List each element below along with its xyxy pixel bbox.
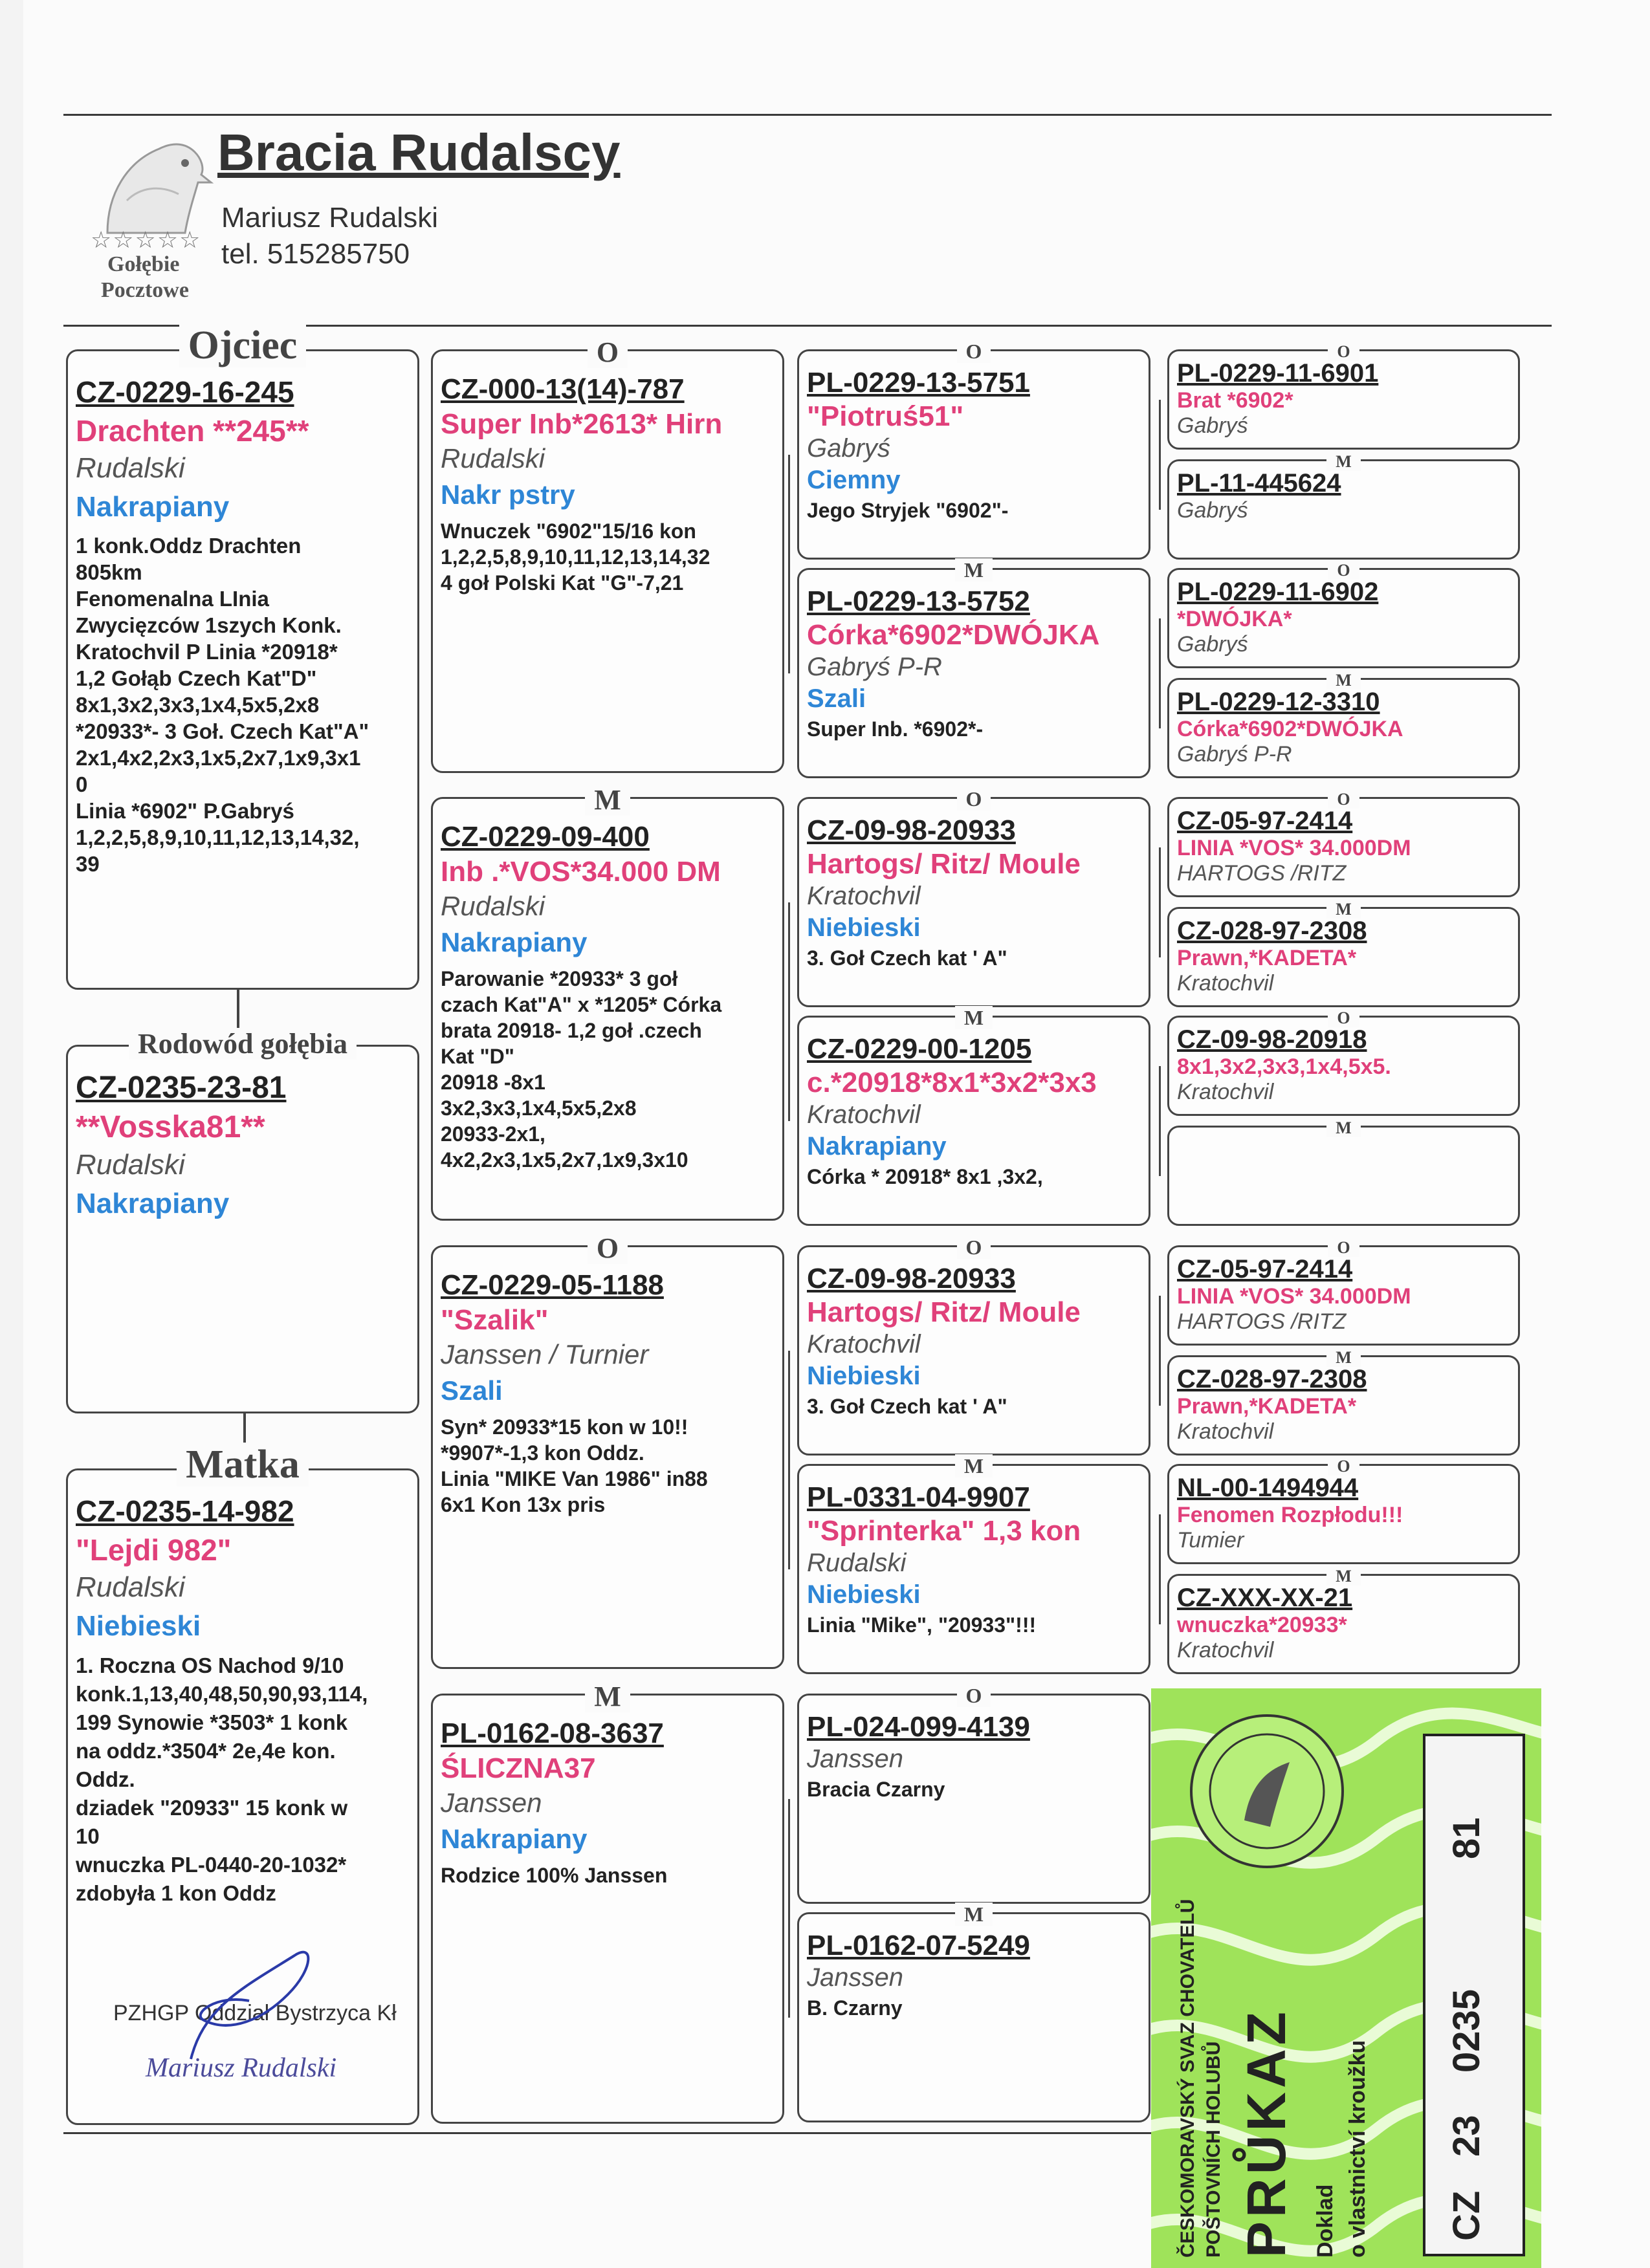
gen3-box[interactable] xyxy=(797,1006,1150,1226)
gen2-color: Nakr pstry xyxy=(441,479,575,510)
gen3-name: Hartogs/ Ritz/ Moule xyxy=(807,848,1081,880)
signature-org: PZHGP Oddział Bystrzyca Kł xyxy=(113,2001,397,2025)
gen4-name: Prawn,*KADETA* xyxy=(1177,946,1357,970)
mother-box[interactable] xyxy=(66,1443,419,2125)
gen3-color: Niebieski xyxy=(807,1580,921,1609)
gen4-name: LINIA *VOS* 34.000DM xyxy=(1177,836,1411,860)
father-color: Nakrapiany xyxy=(76,491,230,523)
gen2-notes: Rodzice 100% Janssen xyxy=(441,1864,668,1887)
gen2-name: Inb .*VOS*34.000 DM xyxy=(441,856,721,888)
subject-ring: CZ-0235-23-81 xyxy=(76,1071,287,1105)
gen3-ring: CZ-0229-00-1205 xyxy=(807,1033,1032,1065)
dam-tag: M xyxy=(955,558,993,582)
gen4-box[interactable] xyxy=(1167,452,1520,560)
pigeon-logo-icon xyxy=(82,123,224,239)
gen3-box[interactable] xyxy=(797,787,1150,1007)
father-label: Ojciec xyxy=(179,323,307,367)
gen3-box[interactable] xyxy=(797,1903,1150,2122)
dam-tag: M xyxy=(1326,1118,1361,1137)
father-breeder: Rudalski xyxy=(76,452,185,484)
logo-text-line1: Gołębie xyxy=(107,252,180,276)
sire-tag: O xyxy=(1328,342,1359,361)
card-org-line2: POŠTOVNÍCH HOLUBŮ xyxy=(1203,2041,1224,2258)
gen3-box[interactable] xyxy=(797,558,1150,778)
gen2-notes: Parowanie *20933* 3 goł czach Kat"A" x *1205* Córka brata 20918- 1,2 goł .czech Kat "D" 20918 -8x1 3x2,3x3,1x4,5x5,2x8 20933-2x1, 4x2,2x3,1x5,2x7,1x9,3x10 xyxy=(441,967,722,1172)
gen3-notes: Super Inb. *6902*- xyxy=(807,717,984,741)
gen3-breeder: Gabryś xyxy=(807,434,890,463)
gen2-ring: CZ-0229-09-400 xyxy=(441,821,650,853)
gen4-name: Brat *6902* xyxy=(1177,388,1293,413)
gen4-breeder: Kratochvil xyxy=(1177,1419,1274,1444)
gen4-ring: PL-0229-11-6901 xyxy=(1177,359,1379,387)
gen2-notes: Wnuczek "6902"15/16 kon 1,2,2,5,8,9,10,11,12,13,14,32 4 goł Polski Kat "G"-7,21 xyxy=(441,519,710,594)
father-box[interactable] xyxy=(66,323,419,990)
gen3-ring: PL-0331-04-9907 xyxy=(807,1481,1030,1513)
gen3-breeder: Gabryś P-R xyxy=(807,653,942,681)
gen3-ring: PL-0162-07-5249 xyxy=(807,1930,1030,1961)
gen3-gen4-connector xyxy=(1159,1296,1161,1406)
gen2-breeder: Rudalski xyxy=(441,443,545,474)
gen3-notes: Bracia Czarny xyxy=(807,1778,945,1801)
page-title: Bracia Rudalscy xyxy=(217,124,621,181)
gen2-notes: Syn* 20933*15 kon w 10!! *9907*-1,3 kon Oddz. Linia "MIKE Van 1986" in88 6x1 Kon 13x pris xyxy=(441,1415,708,1516)
gen3-notes: Córka * 20918* 8x1 ,3x2, xyxy=(807,1165,1043,1188)
gen2-box[interactable] xyxy=(431,1232,784,1669)
gen2-breeder: Rudalski xyxy=(441,891,545,921)
gen2-breeder: Janssen / Turnier xyxy=(441,1339,649,1369)
gen4-ring: CZ-028-97-2308 xyxy=(1177,1365,1367,1393)
father-ring: CZ-0229-16-245 xyxy=(76,375,294,409)
gen2-ring: CZ-0229-05-1188 xyxy=(441,1269,664,1301)
gen2-gen3-connector xyxy=(788,455,790,673)
mother-name: "Lejdi 982" xyxy=(76,1533,232,1567)
gen4-box[interactable] xyxy=(1167,1008,1520,1116)
gen2-box[interactable] xyxy=(431,1680,784,2124)
dam-tag: M xyxy=(1326,1348,1361,1367)
father-notes: 1 konk.Oddz Drachten 805km Fenomenalna LInia Zwycięzców 1szych Konk. Kratochvil P Linia *20918* 1,2 Gołąb Czech Kat"D" 8x1,3x2,3x3,1x4,5x5,2x8 *20933*- 3 Goł. Czech Kat"A" 2x1,4x2,2x3,1x5,2x7,1x9,3x1 0 Linia *6902" P.Gabryś 1,2,2,5,8,9,10,11,12,13,14,32, 39 xyxy=(76,534,369,876)
gen3-name: "Piotruś51" xyxy=(807,400,964,432)
gen3-breeder: Kratochvil xyxy=(807,882,921,910)
gen3-notes: Jego Stryjek "6902"- xyxy=(807,499,1009,522)
sire-tag: O xyxy=(1328,1238,1359,1257)
gen3-box[interactable] xyxy=(797,1454,1150,1674)
card-country: CZ xyxy=(1446,2190,1488,2241)
gen3-color: Ciemny xyxy=(807,466,901,494)
subject-box[interactable] xyxy=(66,1028,419,1413)
gen4-name: Córka*6902*DWÓJKA xyxy=(1177,717,1403,741)
signature-name: Mariusz Rudalski xyxy=(146,2053,337,2083)
gen4-name: Prawn,*KADETA* xyxy=(1177,1394,1357,1419)
subject-color: Nakrapiany xyxy=(76,1188,230,1219)
dam-tag: M xyxy=(585,784,630,816)
gen4-name: 8x1,3x2,3x3,1x4,5x5. xyxy=(1177,1054,1391,1079)
gen3-gen4-connector xyxy=(1159,1514,1161,1624)
gen3-notes: 3. Goł Czech kat ' A" xyxy=(807,1395,1007,1418)
gen4-name: *DWÓJKA* xyxy=(1177,607,1292,631)
mother-label: Matka xyxy=(177,1443,309,1487)
card-subtitle1: Doklad xyxy=(1313,2184,1337,2258)
gen3-breeder: Janssen xyxy=(807,1963,903,1992)
gen3-notes: B. Czarny xyxy=(807,1996,903,2020)
gen4-ring: CZ-028-97-2308 xyxy=(1177,917,1367,945)
card-org-line1: ČESKOMORAVSKÝ SVAZ CHOVATELŮ xyxy=(1177,1899,1198,2258)
dam-tag: M xyxy=(585,1681,630,1712)
sire-tag: O xyxy=(1328,1009,1359,1027)
gen3-breeder: Janssen xyxy=(807,1745,903,1773)
gen4-breeder: Tumier xyxy=(1177,1528,1244,1553)
gen4-box[interactable] xyxy=(1167,560,1520,668)
gen2-color: Nakrapiany xyxy=(441,927,588,957)
gen2-box[interactable] xyxy=(431,783,784,1221)
gen4-breeder: Gabryś P-R xyxy=(1177,742,1292,767)
card-number1: 0235 xyxy=(1446,1989,1488,2073)
gen4-ring: CZ-05-97-2414 xyxy=(1177,1255,1353,1283)
gen4-box[interactable] xyxy=(1167,899,1520,1007)
owner-name: Mariusz Rudalski xyxy=(221,202,438,234)
gen4-name: wnuczka*20933* xyxy=(1177,1613,1347,1637)
pedigree-label: Rodowód gołębia xyxy=(129,1028,357,1060)
gen3-gen4-connector xyxy=(1159,400,1161,510)
gen4-breeder: Gabryś xyxy=(1177,632,1248,657)
gen4-box[interactable] xyxy=(1167,1566,1520,1674)
sire-tag: O xyxy=(1328,1457,1359,1476)
subject-breeder: Rudalski xyxy=(76,1149,185,1181)
gen4-ring: NL-00-1494944 xyxy=(1177,1474,1359,1502)
mother-color: Niebieski xyxy=(76,1610,201,1642)
signature-scribble-icon xyxy=(165,1930,372,2072)
sire-tag: O xyxy=(957,1684,991,1707)
gen3-gen4-connector xyxy=(1159,618,1161,728)
mother-ring: CZ-0235-14-982 xyxy=(76,1494,294,1528)
gen4-name: Fenomen Rozpłodu!!! xyxy=(1177,1503,1403,1527)
union-stamp-icon xyxy=(1190,1714,1344,1868)
gen3-name: "Sprinterka" 1,3 kon xyxy=(807,1515,1081,1547)
card-year: 23 xyxy=(1446,2115,1488,2157)
gen3-ring: CZ-09-98-20933 xyxy=(807,1263,1016,1294)
gen3-ring: CZ-09-98-20933 xyxy=(807,814,1016,846)
gen2-breeder: Janssen xyxy=(441,1787,542,1818)
subject-name: **Vosska81** xyxy=(76,1110,265,1144)
gen4-box[interactable] xyxy=(1167,1118,1520,1226)
gen4-box[interactable] xyxy=(1167,342,1520,450)
gen3-gen4-connector xyxy=(1159,1066,1161,1176)
gen3-color: Niebieski xyxy=(807,913,921,942)
gen3-notes: Linia "Mike", "20933"!!! xyxy=(807,1613,1037,1637)
mother-breeder: Rudalski xyxy=(76,1571,185,1603)
gen3-name: Córka*6902*DWÓJKA xyxy=(807,619,1100,651)
dam-tag: M xyxy=(955,1903,993,1926)
gen4-breeder: Kratochvil xyxy=(1177,971,1274,996)
gen2-ring: PL-0162-08-3637 xyxy=(441,1717,664,1749)
gen4-ring: PL-0229-12-3310 xyxy=(1177,688,1380,716)
registration-card xyxy=(1151,1688,1541,2268)
gen4-breeder: HARTOGS /RITZ xyxy=(1177,1309,1347,1334)
gen3-gen4-connector xyxy=(1159,847,1161,957)
gen3-name: c.*20918*8x1*3x2*3x3 xyxy=(807,1067,1097,1098)
gen4-ring: CZ-XXX-XX-21 xyxy=(1177,1584,1353,1612)
gen4-box[interactable] xyxy=(1167,1456,1520,1564)
gen3-box[interactable] xyxy=(797,1236,1150,1456)
ring-number-box xyxy=(1423,1734,1525,2256)
gen3-notes: 3. Goł Czech kat ' A" xyxy=(807,946,1007,970)
gen2-color: Szali xyxy=(441,1375,503,1406)
logo xyxy=(69,123,230,311)
dam-tag: M xyxy=(1326,900,1361,919)
logo-stars: ☆☆☆☆☆ xyxy=(91,226,202,253)
gen4-breeder: Gabryś xyxy=(1177,498,1248,523)
gen4-box[interactable] xyxy=(1167,1347,1520,1456)
gen4-breeder: Kratochvil xyxy=(1177,1080,1274,1104)
bottom-rule xyxy=(63,2132,1176,2134)
dam-tag: M xyxy=(955,1006,993,1029)
gen3-breeder: Kratochvil xyxy=(807,1330,921,1358)
gen4-ring: PL-11-445624 xyxy=(1177,469,1341,497)
gen4-name: LINIA *VOS* 34.000DM xyxy=(1177,1284,1411,1309)
dam-tag: M xyxy=(1326,671,1361,690)
sire-tag: O xyxy=(957,787,991,811)
gen4-box[interactable] xyxy=(1167,789,1520,897)
gen4-box[interactable] xyxy=(1167,1238,1520,1346)
gen4-ring: CZ-09-98-20918 xyxy=(1177,1025,1367,1054)
top-rule xyxy=(63,114,1552,116)
gen3-color: Szali xyxy=(807,684,866,713)
gen2-gen3-connector xyxy=(788,1351,790,1569)
sire-tag: O xyxy=(1328,790,1359,809)
dam-tag: M xyxy=(1326,1567,1361,1586)
gen4-box[interactable] xyxy=(1167,670,1520,778)
gen3-box[interactable] xyxy=(797,340,1150,560)
logo-text-line2: Pocztowe xyxy=(101,278,189,302)
gen3-breeder: Kratochvil xyxy=(807,1100,921,1129)
owner-phone: tel. 515285750 xyxy=(221,238,410,270)
gen4-breeder: Gabryś xyxy=(1177,413,1248,438)
gen2-gen3-connector xyxy=(788,1799,790,2018)
gen3-ring: PL-024-099-4139 xyxy=(807,1711,1030,1743)
sire-tag: O xyxy=(588,1232,628,1264)
card-title: PRŮKAZ xyxy=(1236,2008,1297,2258)
sire-tag: O xyxy=(957,1236,991,1259)
dam-tag: M xyxy=(955,1454,993,1477)
gen2-box[interactable] xyxy=(431,336,784,773)
gen3-color: Nakrapiany xyxy=(807,1132,947,1161)
gen3-name: Hartogs/ Ritz/ Moule xyxy=(807,1296,1081,1328)
gen4-breeder: HARTOGS /RITZ xyxy=(1177,861,1347,886)
dam-tag: M xyxy=(1326,452,1361,471)
gen3-color: Niebieski xyxy=(807,1362,921,1390)
gen2-name: ŚLICZNA37 xyxy=(441,1752,596,1784)
gen2-color: Nakrapiany xyxy=(441,1824,588,1854)
gen3-box[interactable] xyxy=(797,1684,1150,1904)
gen4-breeder: Kratochvil xyxy=(1177,1638,1274,1663)
sire-tag: O xyxy=(1328,561,1359,580)
sire-tag: O xyxy=(957,340,991,363)
gen4-ring: CZ-05-97-2414 xyxy=(1177,807,1353,835)
mother-notes: 1. Roczna OS Nachod 9/10 konk.1,13,40,48,50,90,93,114, 199 Synowie *3503* 1 konk na oddz.*3504* 2e,4e kon. Oddz. dziadek "20933" 15 konk w 10 wnuczka PL-0440-20-1032* zdobyła 1 kon Oddz xyxy=(76,1653,368,1905)
card-number2: 81 xyxy=(1446,1817,1488,1859)
gen3-breeder: Rudalski xyxy=(807,1549,907,1577)
gen2-name: "Szalik" xyxy=(441,1304,549,1336)
gen3-ring: PL-0229-13-5752 xyxy=(807,585,1030,617)
gen2-gen3-connector xyxy=(788,902,790,1121)
gen3-ring: PL-0229-13-5751 xyxy=(807,367,1030,398)
gen4-ring: PL-0229-11-6902 xyxy=(1177,578,1379,606)
sire-tag: O xyxy=(588,336,628,368)
father-name: Drachten **245** xyxy=(76,414,309,448)
card-subtitle2: o vlastnictví kroužku xyxy=(1345,2040,1370,2258)
gen2-ring: CZ-000-13(14)-787 xyxy=(441,373,685,405)
gen2-name: Super Inb*2613* Hirn xyxy=(441,408,723,440)
